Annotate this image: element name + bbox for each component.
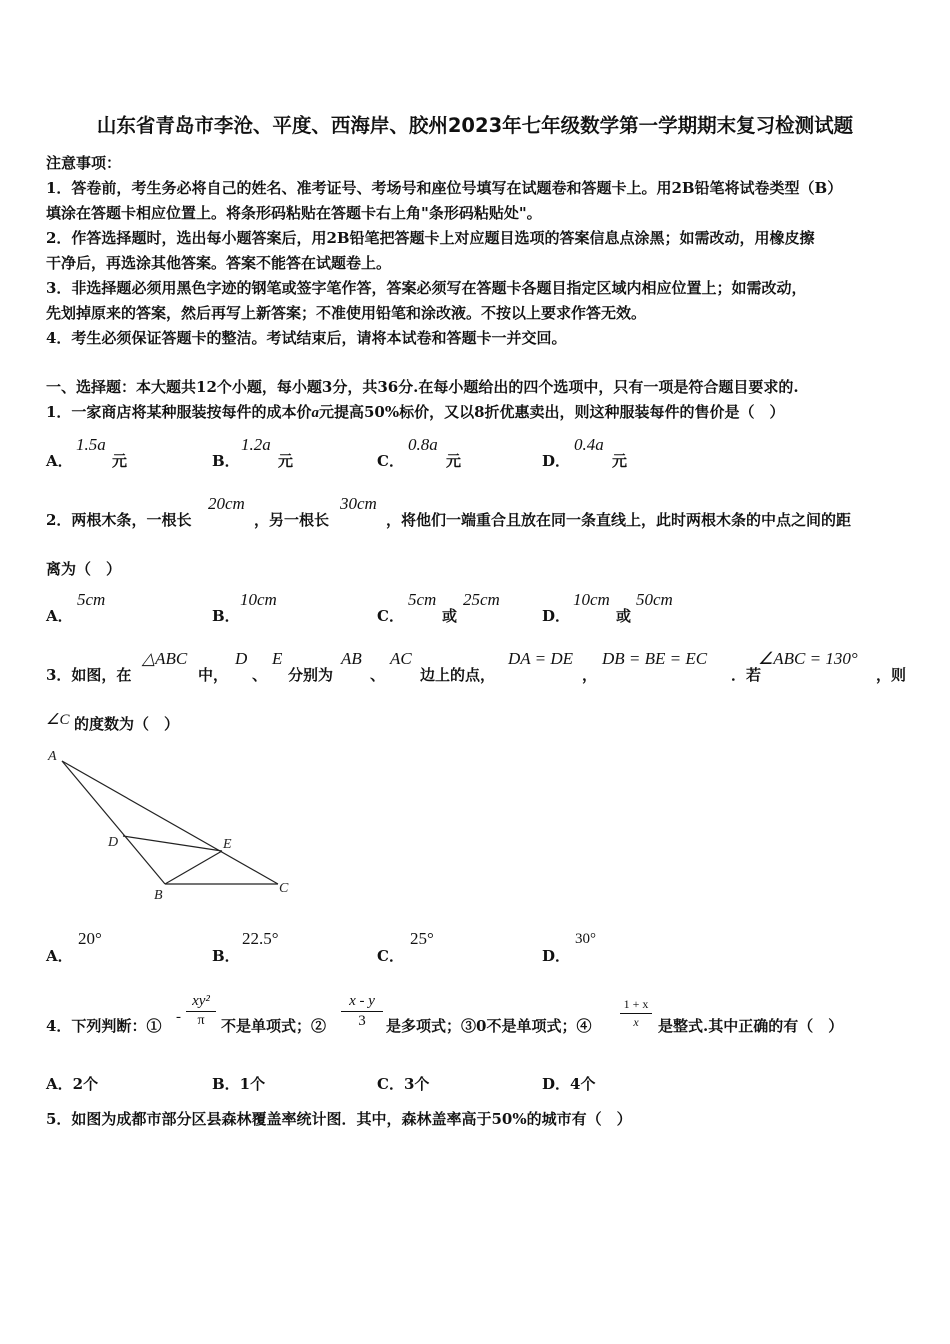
segment-be [165, 851, 222, 884]
question-2-stem-part: 2．两根木条，一根长 [46, 511, 192, 529]
q3-triangle-figure [40, 740, 310, 905]
figure-label-b: B [154, 888, 163, 903]
q2-option-c-or: 或 [442, 607, 458, 625]
q2-option-d-or: 或 [616, 607, 632, 625]
notice-line: 干净后，再选涂其他答案。答案不能答在试题卷上。 [46, 254, 392, 272]
question-2-stem-part: ，另一根长 [254, 511, 330, 529]
segment-ab [62, 761, 165, 884]
q3-option-a-label[interactable]: A． [46, 947, 73, 965]
q2-length-1: 20cm [208, 494, 245, 513]
q3-angle-abc: ∠ABC = 130° [758, 649, 858, 668]
question-3-stem-part: 的度数为（ ） [74, 715, 180, 733]
q3-option-d-label[interactable]: D． [542, 947, 571, 965]
q4-option-c[interactable]: C．3个 [377, 1075, 430, 1093]
q2-option-b-value: 10cm [240, 590, 277, 609]
q3-option-d-value: 30° [575, 931, 596, 947]
q3-segment-ac: AC [390, 649, 412, 668]
q1-option-a-expr: 1.5a [76, 435, 106, 454]
q3-point-e: E [272, 649, 283, 668]
q4-fraction-2: x - y 3 [341, 993, 383, 1030]
q2-option-b-label[interactable]: B． [212, 607, 240, 625]
segment-ac [62, 761, 278, 884]
q4-option-a[interactable]: A．2个 [46, 1075, 99, 1093]
q4-fraction-1: xy² π [186, 993, 216, 1029]
q4-minus-sign: - [176, 1009, 181, 1025]
q3-option-c-label[interactable]: C． [377, 947, 404, 965]
q1-option-b-label[interactable]: B． [212, 452, 240, 470]
q4-fraction-3: 1 + x x [620, 997, 652, 1030]
q2-option-a-label[interactable]: A． [46, 607, 73, 625]
question-2-stem-part: 离为（ ） [46, 560, 122, 578]
notice-line: 填涂在答题卡相应位置上。将条形码粘贴在答题卡右上角"条形码粘贴处"。 [46, 204, 542, 222]
figure-label-c: C [279, 881, 289, 896]
q1-option-b-unit: 元 [278, 452, 294, 470]
q2-option-a-value: 5cm [77, 590, 106, 609]
q2-length-2: 30cm [340, 494, 377, 513]
question-5-stem: 5．如图为成都市部分区县森林覆盖率统计图．其中，森林盖率高于50%的城市有（ ） [46, 1110, 632, 1128]
q3-option-a-value: 20° [78, 929, 102, 948]
question-4-stem-part: 不是单项式；② [221, 1017, 327, 1035]
q3-point-d: D [235, 649, 248, 668]
question-3-stem-part: ， [582, 666, 598, 684]
section-heading: 一、选择题：本大题共12个小题，每小题3分，共36分.在每小题给出的四个选项中，只有一项是符合题目要求的. [46, 378, 799, 396]
q3-segment-ab: AB [341, 649, 362, 668]
notice-line: 2．作答选择题时，选出每小题答案后，用2B铅笔把答题卡上对应题目选项的答案信息点涂黑；如需改动，用橡皮擦 [46, 229, 815, 247]
question-4-stem-part: 是多项式；③0不是单项式；④ [386, 1017, 592, 1035]
q3-equation-2: DB = BE = EC [602, 649, 708, 668]
question-4-stem-part: 4．下列判断：① [46, 1017, 162, 1035]
q2-option-c-value: 5cm [408, 590, 437, 609]
figure-label-a: A [48, 749, 57, 764]
q1-option-a-label[interactable]: A． [46, 452, 73, 470]
question-3-stem-part: 分别为 [288, 666, 334, 684]
question-3-stem-part: 中， [198, 666, 229, 684]
question-2-stem-part: ，将他们一端重合且放在同一条直线上，此时两根木条的中点之间的距 [386, 511, 852, 529]
q2-option-d-value: 10cm [573, 590, 610, 609]
q1-option-c-expr: 0.8a [408, 435, 438, 454]
q1-option-d-expr: 0.4a [574, 435, 604, 454]
notice-heading: 注意事项： [46, 154, 122, 172]
notice-line: 先划掉原来的答案，然后再写上新答案；不准使用铅笔和涂改液。不按以上要求作答无效。 [46, 304, 647, 322]
figure-label-e: E [223, 837, 232, 852]
question-3-stem-part: ，则 [876, 666, 907, 684]
q2-option-c-label[interactable]: C． [377, 607, 404, 625]
q1-option-c-label[interactable]: C． [377, 452, 404, 470]
q1-option-c-unit: 元 [446, 452, 462, 470]
q1-option-d-label[interactable]: D． [542, 452, 571, 470]
q4-option-d[interactable]: D．4个 [542, 1075, 596, 1093]
notice-line: 3．非选择题必须用黑色字迹的钢笔或签字笔作答，答案必须写在答题卡各题目指定区域内相应位置上；如需改动， [46, 279, 807, 297]
question-3-stem-part: 、 [370, 666, 386, 684]
question-4-stem-part: 是整式.其中正确的有（ ） [658, 1017, 844, 1035]
q1-option-d-unit: 元 [612, 452, 628, 470]
question-3-stem-part: 3．如图，在 [46, 666, 132, 684]
notice-line: 4．考生必须保证答题卡的整洁。考试结束后，请将本试卷和答题卡一并交回。 [46, 329, 567, 347]
q3-angle-c: ∠C [46, 712, 70, 728]
q3-option-b-value: 22.5° [242, 929, 279, 948]
question-3-stem-part: ．若 [731, 666, 762, 684]
q4-option-b[interactable]: B．1个 [212, 1075, 266, 1093]
q1-option-b-expr: 1.2a [241, 435, 271, 454]
question-3-stem-part: 、 [252, 666, 268, 684]
question-1-stem: 1．一家商店将某种服装按每件的成本价a元提高50%标价，又以8折优惠卖出，则这种服装每件的售价是（ ） [46, 403, 785, 421]
figure-label-d: D [108, 835, 119, 850]
q3-triangle: △ABC [142, 649, 188, 668]
q2-option-c-value: 25cm [463, 590, 500, 609]
q3-option-c-value: 25° [410, 929, 434, 948]
question-3-stem-part: 边上的点， [420, 666, 496, 684]
q2-option-d-value: 50cm [636, 590, 673, 609]
exam-title: 山东省青岛市李沧、平度、西海岸、胶州2023年七年级数学第一学期期末复习检测试题 [96, 114, 854, 137]
q1-option-a-unit: 元 [112, 452, 128, 470]
q3-option-b-label[interactable]: B． [212, 947, 240, 965]
notice-line: 1．答卷前，考生务必将自己的姓名、准考证号、考场号和座位号填写在试题卷和答题卡上。用2B铅笔将试卷类型（B） [46, 179, 843, 197]
q3-equation-1: DA = DE [508, 649, 573, 668]
q2-option-d-label[interactable]: D． [542, 607, 571, 625]
